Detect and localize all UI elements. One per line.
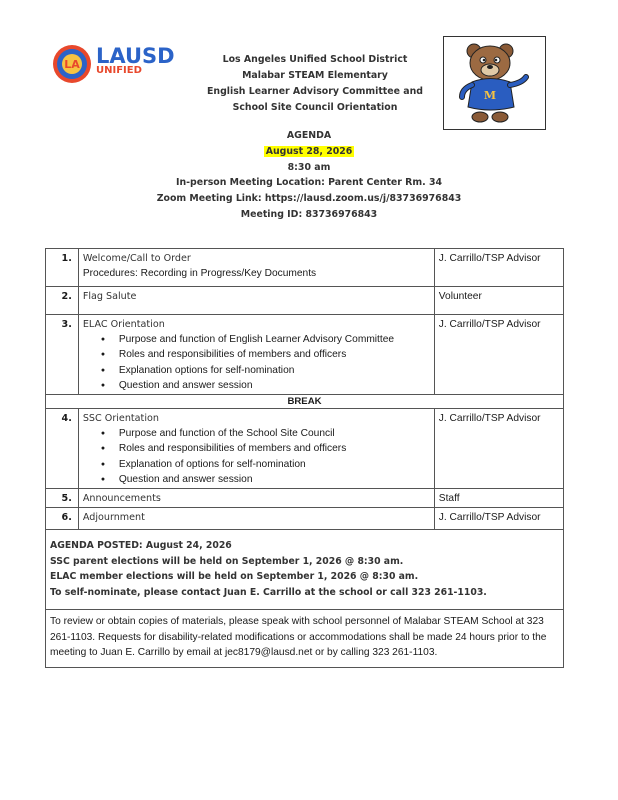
lausd-seal-icon	[52, 44, 92, 84]
item-presenter: Volunteer	[434, 287, 563, 315]
item-presenter: J. Carrillo/TSP Advisor	[434, 315, 563, 395]
agenda-title: AGENDA	[286, 130, 332, 141]
item-topic	[78, 287, 434, 315]
posted-line: ELAC member elections will be held on September 1, 2026 @ 8:30 am.	[50, 571, 419, 582]
item-number: 5.	[46, 489, 79, 508]
item-title: SSC Orientation	[82, 413, 159, 425]
agenda-table	[45, 248, 564, 530]
logo-wordmark: LAUSD	[96, 44, 175, 68]
item-detail: Procedures: Recording in Progress/Key Documents	[82, 268, 317, 280]
item-title: ELAC Orientation	[82, 319, 165, 330]
agenda-header	[100, 128, 518, 223]
bear-mascot-icon	[444, 37, 545, 129]
district-header	[185, 52, 445, 116]
item-title: Flag Salute	[82, 291, 137, 302]
bullet-item: ● Roles and responsibilities of members and officers	[119, 441, 430, 456]
agenda-row	[46, 409, 564, 489]
agenda-row	[46, 249, 564, 287]
item-title: Welcome/Call to Order	[82, 253, 191, 264]
item-topic	[78, 315, 434, 395]
bullet-item: ● Explanation options for self-nomination	[119, 363, 430, 378]
notes-box	[45, 522, 564, 668]
header-line: Malabar STEAM Elementary	[242, 70, 388, 81]
zoom-link[interactable]: Zoom Meeting Link: https://lausd.zoom.us/j/83736976843	[156, 193, 462, 205]
bullet-item: ● Purpose and function of English Learner Advisory Committee	[119, 332, 430, 347]
item-bullet-list	[83, 426, 430, 487]
item-topic	[78, 249, 434, 287]
bullet-item: ● Explanation of options for self-nomination	[119, 457, 430, 472]
item-title: Adjournment	[82, 512, 145, 524]
bullet-item: ● Question and answer session	[119, 472, 430, 487]
meeting-id: Meeting ID: 83736976843	[240, 208, 378, 220]
item-presenter: Staff	[434, 489, 563, 508]
agenda-row	[46, 287, 564, 315]
header-line: English Learner Advisory Committee and	[207, 86, 423, 97]
posted-line: To self-nominate, please contact Juan E. Carrillo at the school or call 323 261-1103.	[50, 586, 487, 598]
item-number: 3.	[46, 315, 79, 395]
item-presenter: J. Carrillo/TSP Advisor	[434, 508, 563, 530]
item-topic	[78, 409, 434, 489]
meeting-location: In-person Meeting Location: Parent Center Rm. 34	[175, 177, 443, 189]
item-title: Announcements	[82, 493, 161, 505]
agenda-row	[46, 489, 564, 508]
accommodation-notice: To review or obtain copies of materials, please speak with school personnel of Malabar STEAM School at 323 261-1103. Requests for disability-related modifications or accommodations shall be made 24 hours prior to the meeting to Juan E. Carrillo by email at jec8179@lausd.net or by calling 323 261-1103.	[50, 616, 547, 659]
meeting-time: 8:30 am	[287, 161, 331, 173]
logo-subtitle: UNIFIED	[96, 65, 142, 76]
header-line: School Site Council Orientation	[232, 102, 398, 113]
agenda-row	[46, 315, 564, 395]
bullet-item: ● Roles and responsibilities of members and officers	[119, 347, 430, 362]
item-bullet-list	[83, 332, 430, 393]
header-line: Los Angeles Unified School District	[222, 54, 408, 65]
item-presenter: J. Carrillo/TSP Advisor	[434, 409, 563, 489]
seal-text: LA	[64, 58, 80, 71]
item-number: 1.	[46, 249, 79, 287]
lausd-logo	[52, 44, 192, 86]
item-topic	[78, 489, 434, 508]
break-row	[46, 395, 564, 409]
item-presenter: J. Carrillo/TSP Advisor	[434, 249, 563, 287]
sweater-letter: M	[483, 89, 497, 102]
bullet-item: ● Purpose and function of the School Site Council	[119, 426, 430, 441]
bullet-item: ● Question and answer session	[119, 378, 430, 393]
posting-notice	[46, 522, 563, 610]
item-number: 4.	[46, 409, 79, 489]
posted-line: AGENDA POSTED: August 24, 2026	[50, 540, 232, 551]
item-number: 6.	[46, 508, 79, 530]
bear-mascot-image	[443, 36, 546, 130]
meeting-date: August 28, 2026	[265, 145, 353, 157]
posted-line: SSC parent elections will be held on September 1, 2026 @ 8:30 am.	[50, 555, 404, 567]
item-number: 2.	[46, 287, 79, 315]
break-label: BREAK	[46, 395, 564, 409]
